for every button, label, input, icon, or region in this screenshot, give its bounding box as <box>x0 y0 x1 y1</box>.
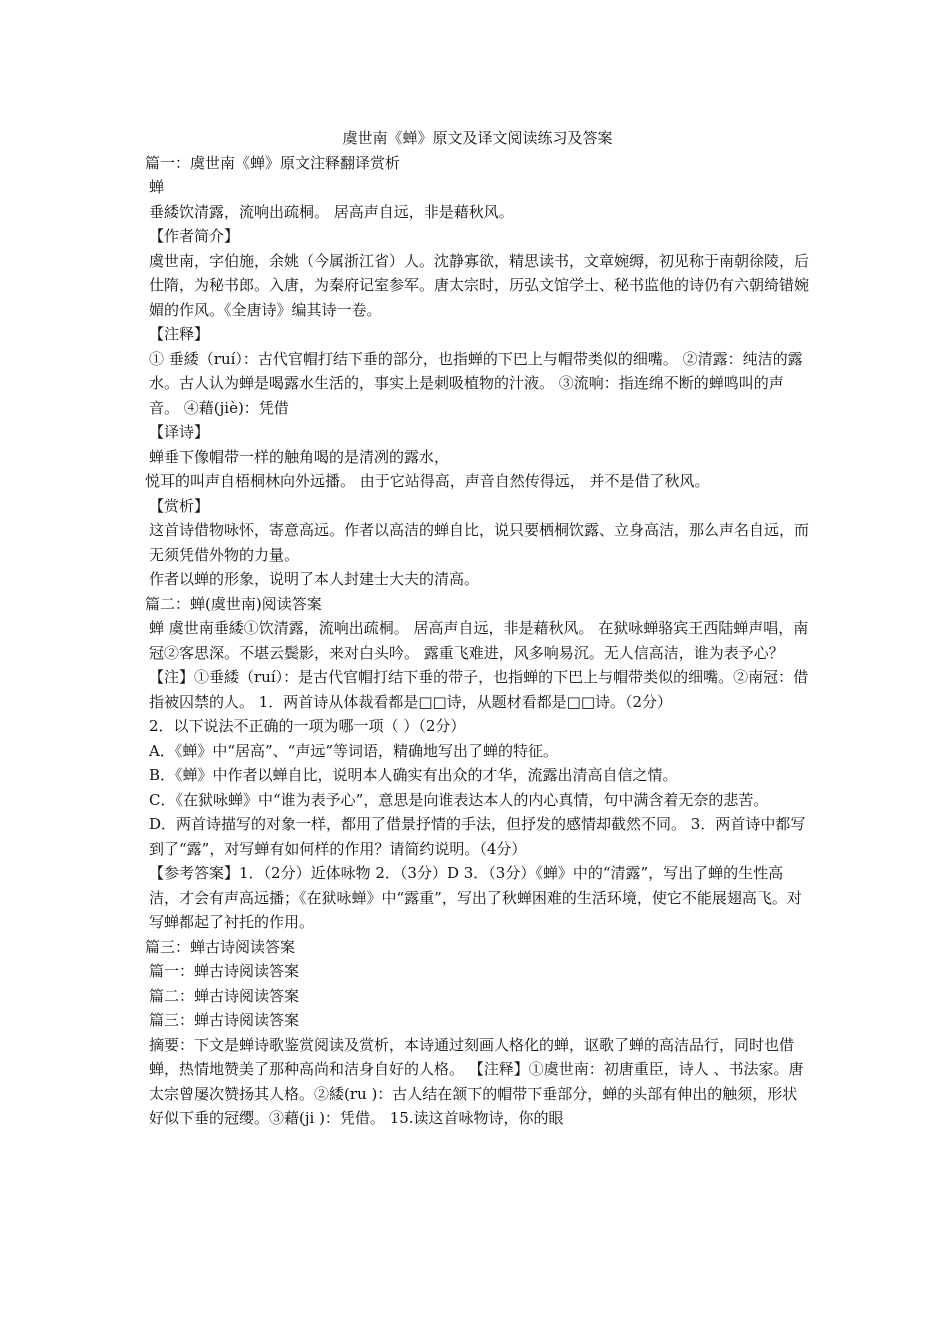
sub-heading-3: 篇三：蝉古诗阅读答案 <box>149 1011 300 1029</box>
section-heading-2: 篇二：蝉(虞世南)阅读答案 <box>145 594 322 613</box>
author-heading: 【作者简介】 <box>149 227 240 245</box>
option-c: C．《在狱咏蝉》中“谁为表予心”，意思是向谁表达本人的内心真情，句中满含着无奈的悲苦。 <box>149 790 769 809</box>
document-page <box>145 126 810 1131</box>
poems-paragraph: 蝉 虞世南垂緌①饮清露，流响出疏桐。 居高声自远，非是藉秋风。 在狱咏蝉骆宾王西陆蝉声唱，南冠②客思深。不堪云鬓影，来对白头吟。 露重飞难进，风多响易沉。无人信高洁，谁为表予心？ <box>149 619 809 662</box>
translation-line-1: 蝉垂下像帽带一样的触角喝的是清冽的露水， <box>149 447 450 466</box>
question-1-paragraph: 【注】①垂緌（ruí）：是古代官帽打结下垂的带子，也指蝉的下巴上与帽带类似的细嘴。②南冠：借指被囚禁的人。 1．两首诗从体裁看都是□□诗，从题材看都是□□诗。（2分） <box>149 668 809 711</box>
sub-heading-1: 篇一：蝉古诗阅读答案 <box>149 962 300 980</box>
document-title: 虞世南《蝉》原文及译文阅读练习及答案 <box>342 129 613 147</box>
sub-heading-2: 篇二：蝉古诗阅读答案 <box>149 986 300 1005</box>
answers-paragraph: 【参考答案】1．（2分）近体咏物 2．（3分）D 3．（3分）《蝉》中的“清露”，写出了蝉的生性高洁，才会有声高远播；《在狱咏蝉》中“露重”，写出了秋蝉困难的生活环境，使它不能展翅高飞。对写蝉都起了衬托的作用。 <box>149 864 802 931</box>
section-heading-3: 篇三：蝉古诗阅读答案 <box>145 937 296 956</box>
option-a: A．《蝉》中“居高”、“声远”等词语，精确地写出了蝉的特征。 <box>149 741 559 760</box>
author-paragraph: 虞世南，字伯施，余姚（今属浙江省）人。沈静寡欲，精思读书，文章婉缛，初见称于南朝徐陵，后仕隋，为秘书郎。入唐，为秦府记室参军。唐太宗时，历弘文馆学士、秘书监他的诗仍有六朝绮错婉媚的作风。《全唐诗》编其诗一卷。 <box>149 251 810 319</box>
translation-heading: 【译诗】 <box>149 423 210 441</box>
appreciation-paragraph-2: 作者以蝉的形象，说明了本人封建士大夫的清高。 <box>149 570 480 588</box>
option-d: D．两首诗描写的对象一样，都用了借景抒情的手法，但抒发的感情却截然不同。 3．两首诗中都写到了“露”，对写蝉有如何样的作用？请简约说明。（4分） <box>149 815 806 858</box>
question-2: 2．以下说法不正确的一项为哪一项（ ）（2分） <box>149 717 466 735</box>
translation-line-2: 悦耳的叫声自梧桐林向外远播。 由于它站得高，声音自然传得远， 并不是借了秋风。 <box>145 472 710 490</box>
poem-title: 蝉 <box>149 178 165 196</box>
appreciation-paragraph: 这首诗借物咏怀，寄意高远。作者以高洁的蝉自比，说只要栖桐饮露、立身高洁，那么声名自远，而无须凭借外物的力量。 <box>149 521 810 564</box>
abstract-paragraph: 摘要：下文是蝉诗歌鉴赏阅读及赏析，本诗通过刻画人格化的蝉，讴歌了蝉的高洁品行，同时也借蝉，热情地赞美了那种高尚和洁身自好的人格。 【注释】①虞世南：初唐重臣，诗人 、书法家。唐太宗曾屡次赞扬其人格。②緌(ru )：古人结在颔下的帽带下垂部分，蝉的头部有伸出的触须，形状好似下垂的冠缨。③藉(ji )：凭借。 15.读这首咏物诗，你的眼 <box>149 1035 804 1127</box>
section-heading-1: 篇一：虞世南《蝉》原文注释翻译赏析 <box>145 153 401 172</box>
option-b: B．《蝉》中作者以蝉自比，说明本人确实有出众的才华，流露出清高自信之情。 <box>149 766 678 784</box>
notes-heading: 【注释】 <box>149 325 210 343</box>
poem-text: 垂緌饮清露，流响出疏桐。 居高声自远，非是藉秋风。 <box>149 202 514 221</box>
notes-paragraph: ① 垂緌（ruí）：古代官帽打结下垂的部分，也指蝉的下巴上与帽带类似的细嘴。 ②清露：纯洁的露水。古人认为蝉是喝露水生活的，事实上是刺吸植物的汁液。 ③流响：指连绵不断的蝉鸣叫的声音。 ④藉(jiè)：凭借 <box>149 349 803 417</box>
appreciation-heading: 【赏析】 <box>149 496 210 515</box>
